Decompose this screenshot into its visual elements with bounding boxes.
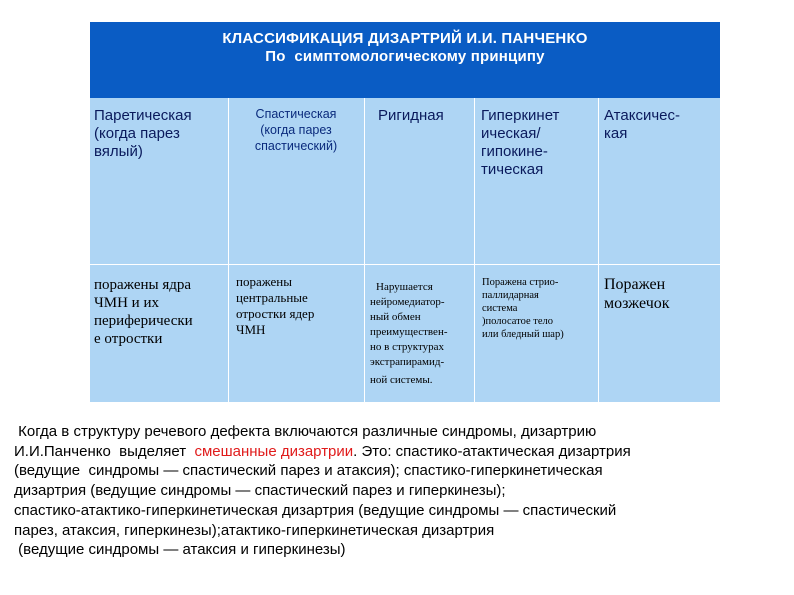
paragraph-line — [14, 442, 784, 462]
paragraph-line: (ведущие синдромы — атаксия и гиперкинезы) — [14, 541, 346, 559]
type-hyperkinetic-header — [481, 107, 597, 179]
rigid-description — [370, 280, 474, 388]
column-divider — [474, 98, 475, 402]
header-line: гипокине- — [481, 143, 548, 160]
type-ataxic-header — [604, 107, 718, 143]
description-line: центральные — [236, 290, 308, 305]
paragraph-line: Когда в структуру речевого дефекта включаются различные синдромы, дизартрию — [14, 423, 597, 440]
description-line: Поражен — [604, 276, 666, 293]
header-line: Спастическая — [255, 107, 337, 121]
description-line: )полосатое тело — [482, 316, 554, 327]
description-line: отростки ядер — [236, 306, 315, 321]
description-line: но в структурах — [370, 341, 445, 353]
header-line: кая — [604, 125, 628, 142]
hyperkinetic-description — [482, 276, 598, 341]
type-rigid-header — [378, 107, 472, 125]
description-line: поражены ядра — [94, 277, 192, 293]
paragraph-text: . Это: спастико-атактическая дизартрия — [353, 442, 631, 460]
paragraph-line: дизартрия (ведущие синдромы — спастический парез и гиперкинезы); — [14, 482, 506, 500]
header-line: Паретическая — [94, 107, 192, 124]
paragraph-line: спастико-атактико-гиперкинетическая дизартрия (ведущие синдромы — спастический — [14, 501, 617, 519]
description-line: ЧМН и их — [94, 295, 159, 311]
ataxic-description — [604, 275, 718, 313]
mixed-dysarthria-paragraph — [14, 422, 784, 560]
description-line: или бледный шар) — [482, 329, 564, 340]
header-line: тическая — [481, 161, 544, 178]
description-line: ной системы. — [370, 374, 433, 386]
header-line: (когда парез — [260, 123, 332, 137]
column-divider — [598, 98, 599, 402]
description-line: поражены — [236, 274, 292, 289]
header-title: КЛАССИФИКАЦИЯ ДИЗАРТРИЙ И.И. ПАНЧЕНКО — [222, 30, 588, 47]
header-line: вялый) — [94, 143, 143, 160]
description-line: ЧМН — [236, 322, 266, 337]
description-line: Поражена стрио- — [482, 277, 559, 288]
classification-header — [90, 22, 720, 98]
column-divider — [364, 98, 365, 402]
column-divider — [228, 98, 229, 402]
mixed-dysarthria-highlight: смешанные дизартрии — [194, 442, 354, 460]
paragraph-line: парез, атаксия, гиперкинезы);атактико-гиперкинетическая дизартрия — [14, 521, 495, 539]
header-line: спастический) — [254, 139, 338, 153]
spastic-description — [236, 274, 362, 338]
description-line: мозжечок — [604, 295, 670, 312]
type-spastic-header — [230, 106, 362, 154]
paragraph-line: (ведущие синдромы — спастический парез и атаксия); спастико-гиперкинетическая — [14, 462, 603, 480]
description-line: периферически — [94, 313, 193, 329]
description-line: паллидарная — [482, 290, 539, 301]
description-line: е отростки — [94, 331, 163, 347]
header-subtitle: По симптомологическому принципу — [265, 48, 545, 65]
description-line: система — [482, 303, 518, 314]
header-line: (когда парез — [94, 125, 180, 142]
header-line: ическая/ — [481, 125, 541, 142]
header-line: Ригидная — [378, 107, 444, 124]
header-line: Атаксичес- — [604, 107, 680, 124]
row-divider — [90, 264, 720, 265]
paragraph-text: И.И.Панченко выделяет — [14, 442, 195, 460]
type-paretic-header — [94, 107, 226, 161]
description-line: нейромедиатор- — [370, 296, 445, 308]
paretic-description — [94, 276, 227, 348]
description-line: ный обмен — [370, 311, 421, 323]
header-line: Гиперкинет — [481, 107, 560, 124]
description-line: экстрапирамид- — [370, 356, 445, 368]
description-line: Нарушается — [376, 281, 433, 293]
description-line: преимуществен- — [370, 326, 448, 338]
